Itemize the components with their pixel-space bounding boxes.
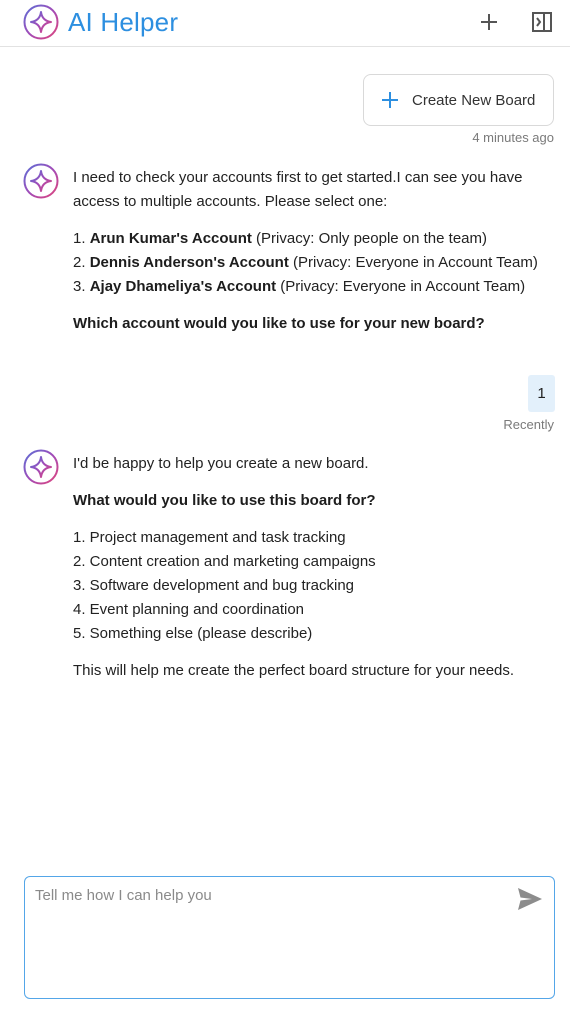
sidebar-toggle-button[interactable] — [529, 9, 555, 35]
chip-label: Create New Board — [412, 91, 536, 109]
app-title: AI Helper — [68, 7, 179, 37]
new-chat-button[interactable] — [476, 9, 502, 35]
list-item: 3. Ajay Dhameliya's Account (Privacy: Everyone in Account Team) — [73, 278, 526, 295]
account-list — [73, 227, 558, 299]
list-item: 1. Arun Kumar's Account (Privacy: Only people on the team) — [73, 230, 487, 247]
list-item: 2. Content creation and marketing campaigns — [73, 553, 376, 570]
composer — [24, 876, 555, 999]
list-item: 3. Software development and bug tracking — [73, 577, 355, 594]
message-text: This will help me create the perfect board structure for your needs. — [73, 662, 515, 679]
message-input[interactable] — [25, 877, 505, 995]
sparkle-icon — [23, 4, 59, 40]
user-message-bubble: 1 — [528, 375, 555, 412]
assistant-message — [73, 452, 558, 683]
plus-icon — [480, 13, 498, 31]
list-item: 4. Event planning and coordination — [73, 601, 305, 618]
assistant-message — [73, 166, 558, 336]
assistant-avatar-icon — [23, 449, 59, 485]
list-item: 2. Dennis Anderson's Account (Privacy: Everyone in Account Team) — [73, 254, 538, 271]
sidebar-toggle-icon — [531, 11, 553, 33]
list-item: 1. Project management and task tracking — [73, 529, 346, 546]
option-list — [73, 526, 558, 646]
message-question: What would you like to use this board for? — [73, 492, 376, 509]
message-timestamp: 4 minutes ago — [472, 130, 554, 145]
send-icon[interactable] — [516, 886, 544, 912]
message-text: I'd be happy to help you create a new board. — [73, 455, 369, 472]
header — [0, 0, 570, 47]
assistant-avatar-icon — [23, 163, 59, 199]
message-timestamp: Recently — [503, 417, 554, 432]
create-new-board-chip[interactable] — [363, 74, 554, 126]
message-text: I need to check your accounts first to get started.I can see you have access to multiple accounts. Please select one: — [73, 169, 523, 210]
list-item: 5. Something else (please describe) — [73, 625, 313, 642]
message-question: Which account would you like to use for your new board? — [73, 315, 485, 332]
plus-icon — [381, 91, 399, 109]
